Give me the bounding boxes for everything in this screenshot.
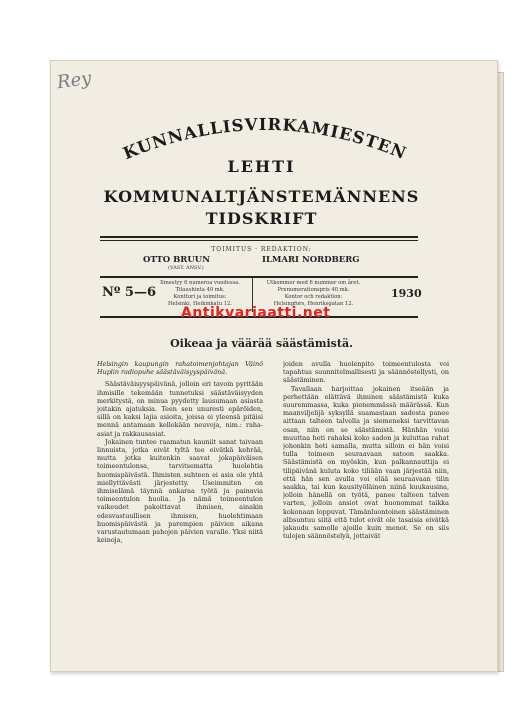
editor-left: OTTO BRUUN [143,255,210,265]
article-subtitle: Helsingin kaupungin rahatoimenjohtajan Väinö Huplin radiopuhe säästäväisyyspäivänä. [97,360,263,377]
masthead-line2: LEHTI [227,157,296,176]
info-sv-line: Helsingfors, Henriksgatan 12. [273,301,354,307]
issue-year: 1930 [391,287,422,300]
editor-left-sub: (VAST. ANSV.) [168,265,204,271]
article-paragraph: Säästäväisyyspäivänä, jolloin eri tavoin pyritään ihmisille tekemään tunnetuksi säästäväisyyden merkitystä, on minua pyydetty lausumaan asiasta joitakin ajatuksia. Teen sen unuresti epäröiden, sillä on kaksi lajia asioita, joissa ei yleensä pitäisi mennä antamaan kellekään neuvoja, nim.: raha-asiat ja rakkausasiat. [97,380,263,438]
issue-number: Nº 5—6 [102,285,156,300]
article-paragraph: Tavallaan harjoittaa jokainen itseään ja perhettään elättävä ihminen säästämistä kuka suuremmassa, kuka pienemmässä määrässä. Kun maanviljelijä syksyllä suamastaan sadosta panee aittaan talteen talvella ja siemeneksi tarvittavan osan, niin on se säästämistä. Hänhän voisi muuttaa heti rahaksi koko sadon ja kuluttaa rahat johonkin heti samalla, mutta silloin ei hän voisi tulla toimeen seuraavaan satoon saakka. Säästämistä on myöskin, kun palkannauttija ei tilipäivänä kuluta koko tiliään vaan järjestää niin, että hän sen avulla voi elää seuraavaan tilin saakka, tai kun kausityöläinen niinä kuukausina, jolloin hänellä on työtä, panee talteen talven varten, jolloin ansiot ovat huonommat taikka kokonaan loppuvat. Tämänluontoinen säästäminen albsuntuu siitä että tulot eivät ole tasaisia eivätkä jakaudu samolle ajoille kuin menot. Se on siis tulojen säännöstelyä, jottaivät [283,384,449,541]
masthead-line1: KUNNALLISVIRKAMIESTEN [120,114,410,164]
article-column-left [97,360,263,660]
masthead-rule [100,236,418,238]
article-column-right [283,360,449,660]
info-fi-line: Helsinki, Heikinkatu 12. [168,301,232,307]
svg-text:KUNNALLISVIRKAMIESTEN [120,115,409,163]
masthead-line3: KOMMUNALTJÄNSTEMÄNNENS [103,187,420,206]
article-paragraph: joiden avulla huolenpito toimeentulosta voi tapahtua suunnitelmallisesti ja säännöstellysti, on säästäminen. [283,360,449,385]
pencil-annotation: Rey [55,67,93,94]
issue-info-finnish [150,280,250,308]
issue-info-swedish [256,280,371,308]
watermark-text: Antikvariaatti.net [181,305,331,321]
info-fi-line: Tilaushinta 40 mk. [175,287,225,293]
info-fi-line: Ilmestyy 6 numeroa vuodessa. [160,280,240,286]
editors-label: TOIMITUS · REDAKTION: [211,246,312,253]
masthead-line4: TIDSKRIFT [205,209,318,228]
info-sv-line: Utkommer med 6 nummer om året. [266,280,361,286]
info-sv-line: Prenumerationspris 40 mk. [277,287,350,293]
masthead-rule-thin [100,240,418,241]
editor-right: ILMARI NORDBERG [262,255,360,265]
article-title: Oikeaa ja väärää säästämistä. [170,337,353,350]
article-paragraph: Jokainen tuntee raamatun kauniit sanat taivaan linnuista, jotka eivät tyltä tee eivätkä kehrää, mutta jotka kuitenkin saavat jokapäiväisen toimeentulonsa, tarvitsematta huolehtia huomispäivästä. Ihmisten suhteen ei asia ole yhtä miellyttävästi järjestetty. Useimmiten on ihmiselämä täynnä ankaraa työtä ja painavia toimeentulon huolia. Ja nämä toimeentulon vaikeudet pakoittavat ihmisen, ainakin edesvastuullisen ihmisen, huolehtimaan huomispäivästä ja parempien päivien aikana varustautumaan pahojen päivien varalle. Yksi niitä keinoja, [97,437,263,545]
info-fi-line: Konttori ja toimitus: [173,294,227,300]
info-sv-line: Kontor och redaktion: [284,294,343,300]
